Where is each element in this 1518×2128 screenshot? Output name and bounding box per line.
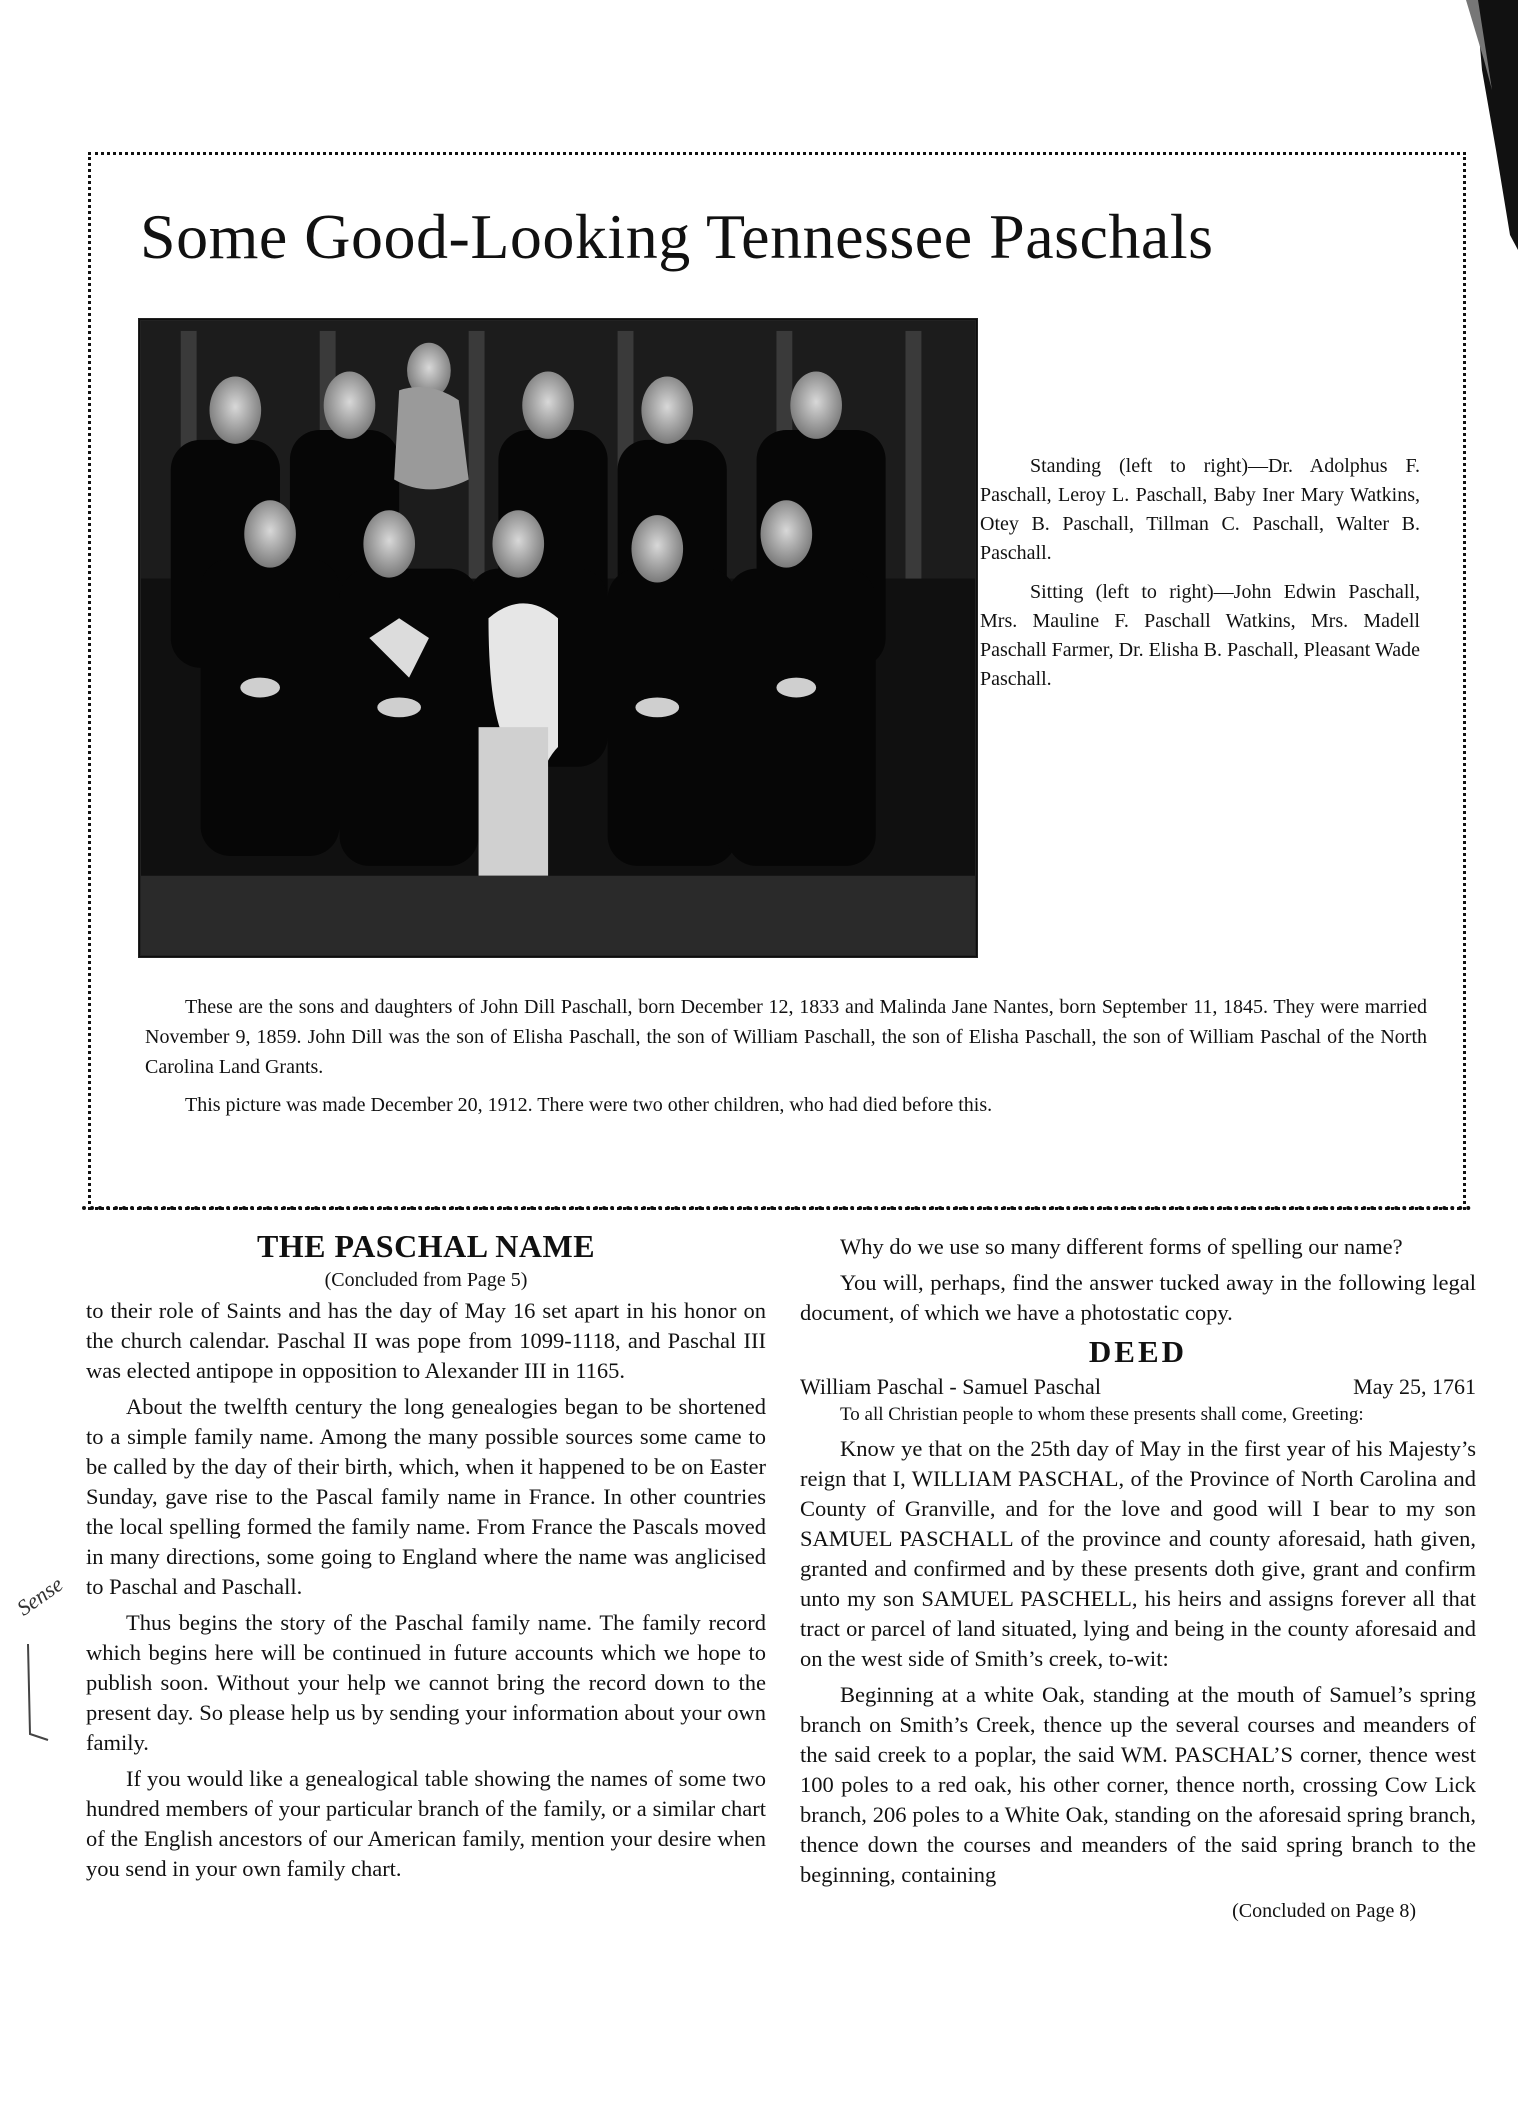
deed-heading: DEED — [1088, 1334, 1188, 1369]
caption-standing: Standing (left to right)—Dr. Adolphus F. Paschall, Leroy L. Paschall, Baby Iner Mary Watkins, Otey B. Paschall, Tillman C. Paschall, Walter B. Paschall. — [980, 455, 1420, 564]
article-paragraph: to their role of Saints and has the day of May 16 set apart in his honor on the church calendar. Paschal II was pope from 1099-1118, and Paschal III was elected antipope in opposition to Alexander III in 1165. — [86, 1298, 766, 1383]
photo-description — [145, 992, 1427, 1128]
handwritten-margin-note — [4, 1571, 84, 1754]
deed-parties-line — [800, 1372, 1476, 1402]
article-paragraph: You will, perhaps, find the answer tucked away in the following legal document, of which we have a photostatic copy. — [800, 1270, 1476, 1325]
article-paragraph: If you would like a genealogical table showing the names of some two hundred members of your particular branch of the family, or a similar chart of the English ancestors of our American family, mention your desire when you send in your own family chart. — [86, 1766, 766, 1881]
photo-caption — [980, 452, 1420, 704]
article-paragraph: Thus begins the story of the Paschal family name. The family record which begins here will be continued in future accounts which we hope to publish soon. Without your help we cannot bring the record down to the present day. So please help us by sending your information about your own family. — [86, 1610, 766, 1755]
deed-paragraph: Know ye that on the 25th day of May in the first year of his Majesty’s reign that I, WILLIAM PASCHAL, of the Province of North Carolina and County of Granville, and for the love and good will I bear to my son SAMUEL PASCHALL of the province and county aforesaid, hath given, granted and confirmed and by these presents doth give, grant and confirm unto my son SAMUEL PASCHELL, his heirs and assigns forever all that tract or parcel of land situated, lying and being in the county aforesaid and on the west side of Smith’s creek, to-wit: — [800, 1436, 1476, 1671]
article-deed — [800, 1232, 1476, 1926]
deed-parties: William Paschal - Samuel Paschal — [800, 1374, 1101, 1399]
section-divider — [82, 1206, 1472, 1210]
article-subheading: (Concluded from Page 5) — [324, 1269, 528, 1291]
article-paragraph: About the twelfth century the long genealogies began to be shortened to a simple family name. Among the many possible sources some came to be called by the day of their birth, which, when it happened to be on Easter Sunday, gave rise to the Pascal family name in France. In other countries the local spelling formed the family name. From France the Pascals moved in many directions, some going to England where the name was anglicised to Paschal and Paschall. — [86, 1394, 766, 1599]
caption-sitting: Sitting (left to right)—John Edwin Paschall, Mrs. Mauline F. Paschall Watkins, Mrs. Madell Paschall Farmer, Dr. Elisha B. Paschall, Pleasant Wade Paschall. — [980, 581, 1420, 690]
continued-note: (Concluded on Page 8) — [1232, 1900, 1416, 1922]
article-heading: THE PASCHAL NAME — [256, 1228, 596, 1264]
article-title: Some Good-Looking Tennessee Paschals — [140, 201, 1214, 272]
intro-paragraph: These are the sons and daughters of John Dill Paschall, born December 12, 1833 and Malinda Jane Nantes, born September 11, 1845. They were married November 9, 1859. John Dill was the son of Elisha Paschall, the son of William Paschall, the son of Elisha Paschall, the son of William Paschal of the North Carolina Land Grants. — [145, 996, 1427, 1078]
intro-paragraph: This picture was made December 20, 1912. There were two other children, who had died before this. — [185, 1094, 993, 1116]
article-paragraph: Why do we use so many different forms of spelling our name? — [840, 1234, 1403, 1259]
margin-note-text: Sense — [12, 1571, 68, 1621]
deed-date: May 25, 1761 — [1353, 1374, 1476, 1399]
family-group-photo — [138, 318, 978, 958]
deed-paragraph: Beginning at a white Oak, standing at the mouth of Samuel’s spring branch on Smith’s Creek, thence up the several courses and meanders of the said creek to a poplar, the said WM. PASCHAL’S corner, thence west 100 poles to a red oak, his other corner, thence north, crossing Cow Lick branch, 206 poles to a White Oak, standing on the aforesaid spring branch, thence down the courses and meanders of the said spring branch to the beginning, containing — [800, 1682, 1476, 1887]
article-paschal-name — [86, 1226, 766, 1890]
page-corner-shadow — [1458, 0, 1518, 250]
deed-greeting: To all Christian people to whom these presents shall come, Greeting: — [840, 1404, 1364, 1425]
